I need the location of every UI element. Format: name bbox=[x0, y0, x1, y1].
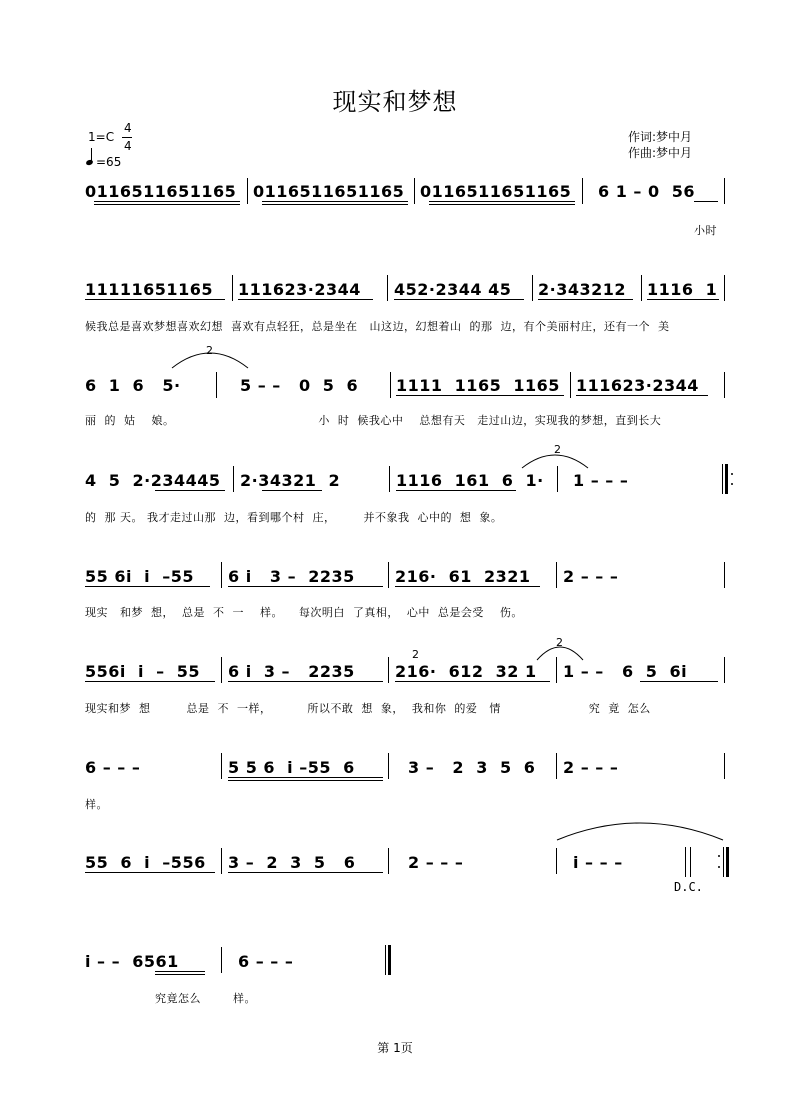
underline bbox=[429, 201, 575, 202]
bar-line bbox=[390, 372, 391, 398]
lyric-line: 现实和梦 想 总是 不 一样， 所以不敢 想 象， 我和你 的爱 情 究 竟 怎么 bbox=[85, 702, 651, 715]
bar-line bbox=[388, 562, 389, 588]
bar-line bbox=[221, 947, 222, 973]
lyric-line: 现实 和梦 想， 总是 不 一 样。 每次明白 了真相， 心中 总是会受 伤。 bbox=[85, 606, 523, 619]
bar-line bbox=[556, 848, 557, 874]
measure-notes: 0116511651165 bbox=[253, 182, 405, 201]
underline bbox=[694, 201, 718, 202]
underline bbox=[94, 204, 240, 205]
bar-line bbox=[221, 562, 222, 588]
measure-notes: 4 5 2·234445 bbox=[85, 471, 221, 490]
measure-notes: 2 – – – bbox=[563, 567, 619, 586]
measure-notes: 55 6i i –55 bbox=[85, 567, 194, 586]
lyricist-credit: 作词:梦中月 bbox=[628, 130, 693, 144]
measure-notes: 1 – – – bbox=[573, 471, 629, 490]
repeat-dot bbox=[731, 473, 733, 475]
bar-line bbox=[221, 848, 222, 874]
measure-notes: 556i i – 55 bbox=[85, 662, 201, 681]
bar-line bbox=[389, 466, 390, 492]
bar-line bbox=[556, 657, 557, 683]
time-signature-bottom: 4 bbox=[124, 139, 132, 153]
tie-arc bbox=[555, 818, 725, 844]
page-title: 现实和梦想 bbox=[332, 88, 458, 116]
lyric-line: 的 那 天。 我才走过山那 边，看到哪个村 庄， 并不象我 心中的 想 象。 bbox=[85, 511, 503, 524]
measure-notes: 0116511651165 bbox=[85, 182, 237, 201]
underline bbox=[228, 777, 383, 778]
bar-line bbox=[570, 372, 571, 398]
measure-notes: 6 – – – bbox=[85, 758, 141, 777]
underline bbox=[647, 299, 719, 300]
underline bbox=[228, 780, 383, 781]
measure-notes: 11111651165 bbox=[85, 280, 213, 299]
quarter-note-icon bbox=[85, 159, 93, 166]
underline bbox=[155, 974, 205, 975]
measure-notes: 3 – 2 3 5 6 bbox=[408, 758, 536, 777]
bar-line bbox=[388, 848, 389, 874]
underline bbox=[262, 201, 408, 202]
repeat-dot bbox=[718, 866, 720, 868]
measure-notes: i – – – bbox=[573, 853, 623, 872]
underline bbox=[228, 872, 383, 873]
lyric-line: 丽 的 姑 娘。 小 时 候我心中 总想有天 走过山边，实现我的梦想，直到长大 bbox=[85, 414, 662, 427]
lyric-line: 究竟怎么 样。 bbox=[155, 992, 256, 1005]
tie-number: 2 bbox=[206, 344, 213, 357]
bar-line bbox=[221, 753, 222, 779]
lyric-line: 小时 bbox=[694, 224, 717, 237]
measure-notes: 1116 161 6 1· bbox=[396, 471, 544, 490]
underline bbox=[85, 586, 210, 587]
measure-notes: 6 i 3 – 2235 bbox=[228, 662, 355, 681]
underline bbox=[576, 395, 708, 396]
measure-notes: 6 i 3 – 2235 bbox=[228, 567, 355, 586]
bar-line bbox=[247, 178, 248, 204]
measure-notes: 2·34321 2 bbox=[240, 471, 341, 490]
bar-line bbox=[216, 372, 217, 398]
measure-notes: 216· 612 32 1 bbox=[395, 662, 537, 681]
underline bbox=[396, 395, 564, 396]
underline bbox=[262, 204, 408, 205]
composer-credit: 作曲:梦中月 bbox=[628, 146, 693, 160]
underline bbox=[85, 872, 215, 873]
measure-notes: 5 5 6 i –55 6 bbox=[228, 758, 355, 777]
underline bbox=[394, 299, 524, 300]
lyric-line: 样。 bbox=[85, 798, 108, 811]
measure-notes: 1 – – 6 5 6i bbox=[563, 662, 688, 681]
bar-line bbox=[414, 178, 415, 204]
bar-line bbox=[724, 275, 725, 301]
measure-notes: 1116 1 bbox=[647, 280, 718, 299]
time-signature-line bbox=[122, 137, 132, 138]
tie-number: 2 bbox=[556, 636, 563, 649]
bar-line bbox=[724, 753, 725, 779]
bar-line bbox=[233, 466, 234, 492]
bar-line bbox=[724, 178, 725, 204]
measure-notes: 2 – – – bbox=[408, 853, 464, 872]
final-bar-thin bbox=[385, 945, 386, 975]
underline bbox=[238, 299, 373, 300]
underline bbox=[155, 971, 205, 972]
bar-line bbox=[387, 275, 388, 301]
measure-notes: 452·2344 45 bbox=[394, 280, 512, 299]
bar-line bbox=[724, 372, 725, 398]
underline bbox=[94, 201, 240, 202]
tie-number: 2 bbox=[554, 443, 561, 456]
measure-notes: 111623·2344 bbox=[238, 280, 361, 299]
bar-line bbox=[388, 753, 389, 779]
underline bbox=[228, 586, 383, 587]
measure-notes: 1111 1165 1165 bbox=[396, 376, 560, 395]
double-bar-thin bbox=[685, 847, 686, 877]
underline bbox=[395, 586, 540, 587]
bar-line bbox=[232, 275, 233, 301]
bar-line bbox=[556, 753, 557, 779]
bar-line bbox=[221, 657, 222, 683]
measure-notes: 0116511651165 bbox=[420, 182, 572, 201]
bar-line bbox=[724, 562, 725, 588]
measure-notes: 6 1 – 0 56 bbox=[598, 182, 696, 201]
measure-notes: 6 – – – bbox=[238, 952, 294, 971]
measure-notes: 3 – 2 3 5 6 bbox=[228, 853, 356, 872]
tie-number: 2 bbox=[412, 648, 419, 661]
repeat-bar-thin bbox=[722, 464, 723, 494]
repeat-bar-thick bbox=[726, 847, 729, 877]
lyric-line: 候我总是喜欢梦想喜欢幻想 喜欢有点轻狂，总是坐在 山这边，幻想着山 的那 边，有个美丽村庄，还有一个 美 bbox=[85, 320, 670, 333]
underline bbox=[228, 681, 383, 682]
underline bbox=[396, 490, 516, 491]
measure-notes: 2·343212 bbox=[538, 280, 627, 299]
double-bar-thin bbox=[690, 847, 691, 877]
measure-notes: 55 6 i –556 bbox=[85, 853, 206, 872]
da-capo-marking: D.C. bbox=[674, 880, 703, 894]
measure-notes: i – – 6561 bbox=[85, 952, 179, 971]
bar-line bbox=[556, 562, 557, 588]
bar-line bbox=[388, 657, 389, 683]
repeat-dot bbox=[731, 483, 733, 485]
tempo-marking: =65 bbox=[96, 155, 122, 169]
underline bbox=[262, 490, 322, 491]
underline bbox=[429, 204, 575, 205]
underline bbox=[85, 299, 225, 300]
underline bbox=[85, 681, 215, 682]
page-number: 第 1页 bbox=[377, 1041, 413, 1055]
underline bbox=[538, 299, 633, 300]
underline bbox=[155, 490, 225, 491]
measure-notes: 5 – – 0 5 6 bbox=[240, 376, 359, 395]
measure-notes: 2 – – – bbox=[563, 758, 619, 777]
bar-line bbox=[641, 275, 642, 301]
repeat-bar-thick bbox=[725, 464, 728, 494]
bar-line bbox=[724, 657, 725, 683]
measure-notes: 216· 61 2321 bbox=[395, 567, 531, 586]
bar-line bbox=[532, 275, 533, 301]
key-signature: 1=C bbox=[88, 130, 115, 144]
measure-notes: 111623·2344 bbox=[576, 376, 699, 395]
time-signature-top: 4 bbox=[124, 121, 132, 135]
underline bbox=[640, 681, 718, 682]
repeat-dot bbox=[718, 855, 720, 857]
measure-notes: 6 1 6 5· bbox=[85, 376, 181, 395]
final-bar-thick bbox=[388, 945, 391, 975]
bar-line bbox=[557, 466, 558, 492]
bar-line bbox=[582, 178, 583, 204]
underline bbox=[395, 681, 550, 682]
repeat-bar-thin bbox=[723, 847, 724, 877]
